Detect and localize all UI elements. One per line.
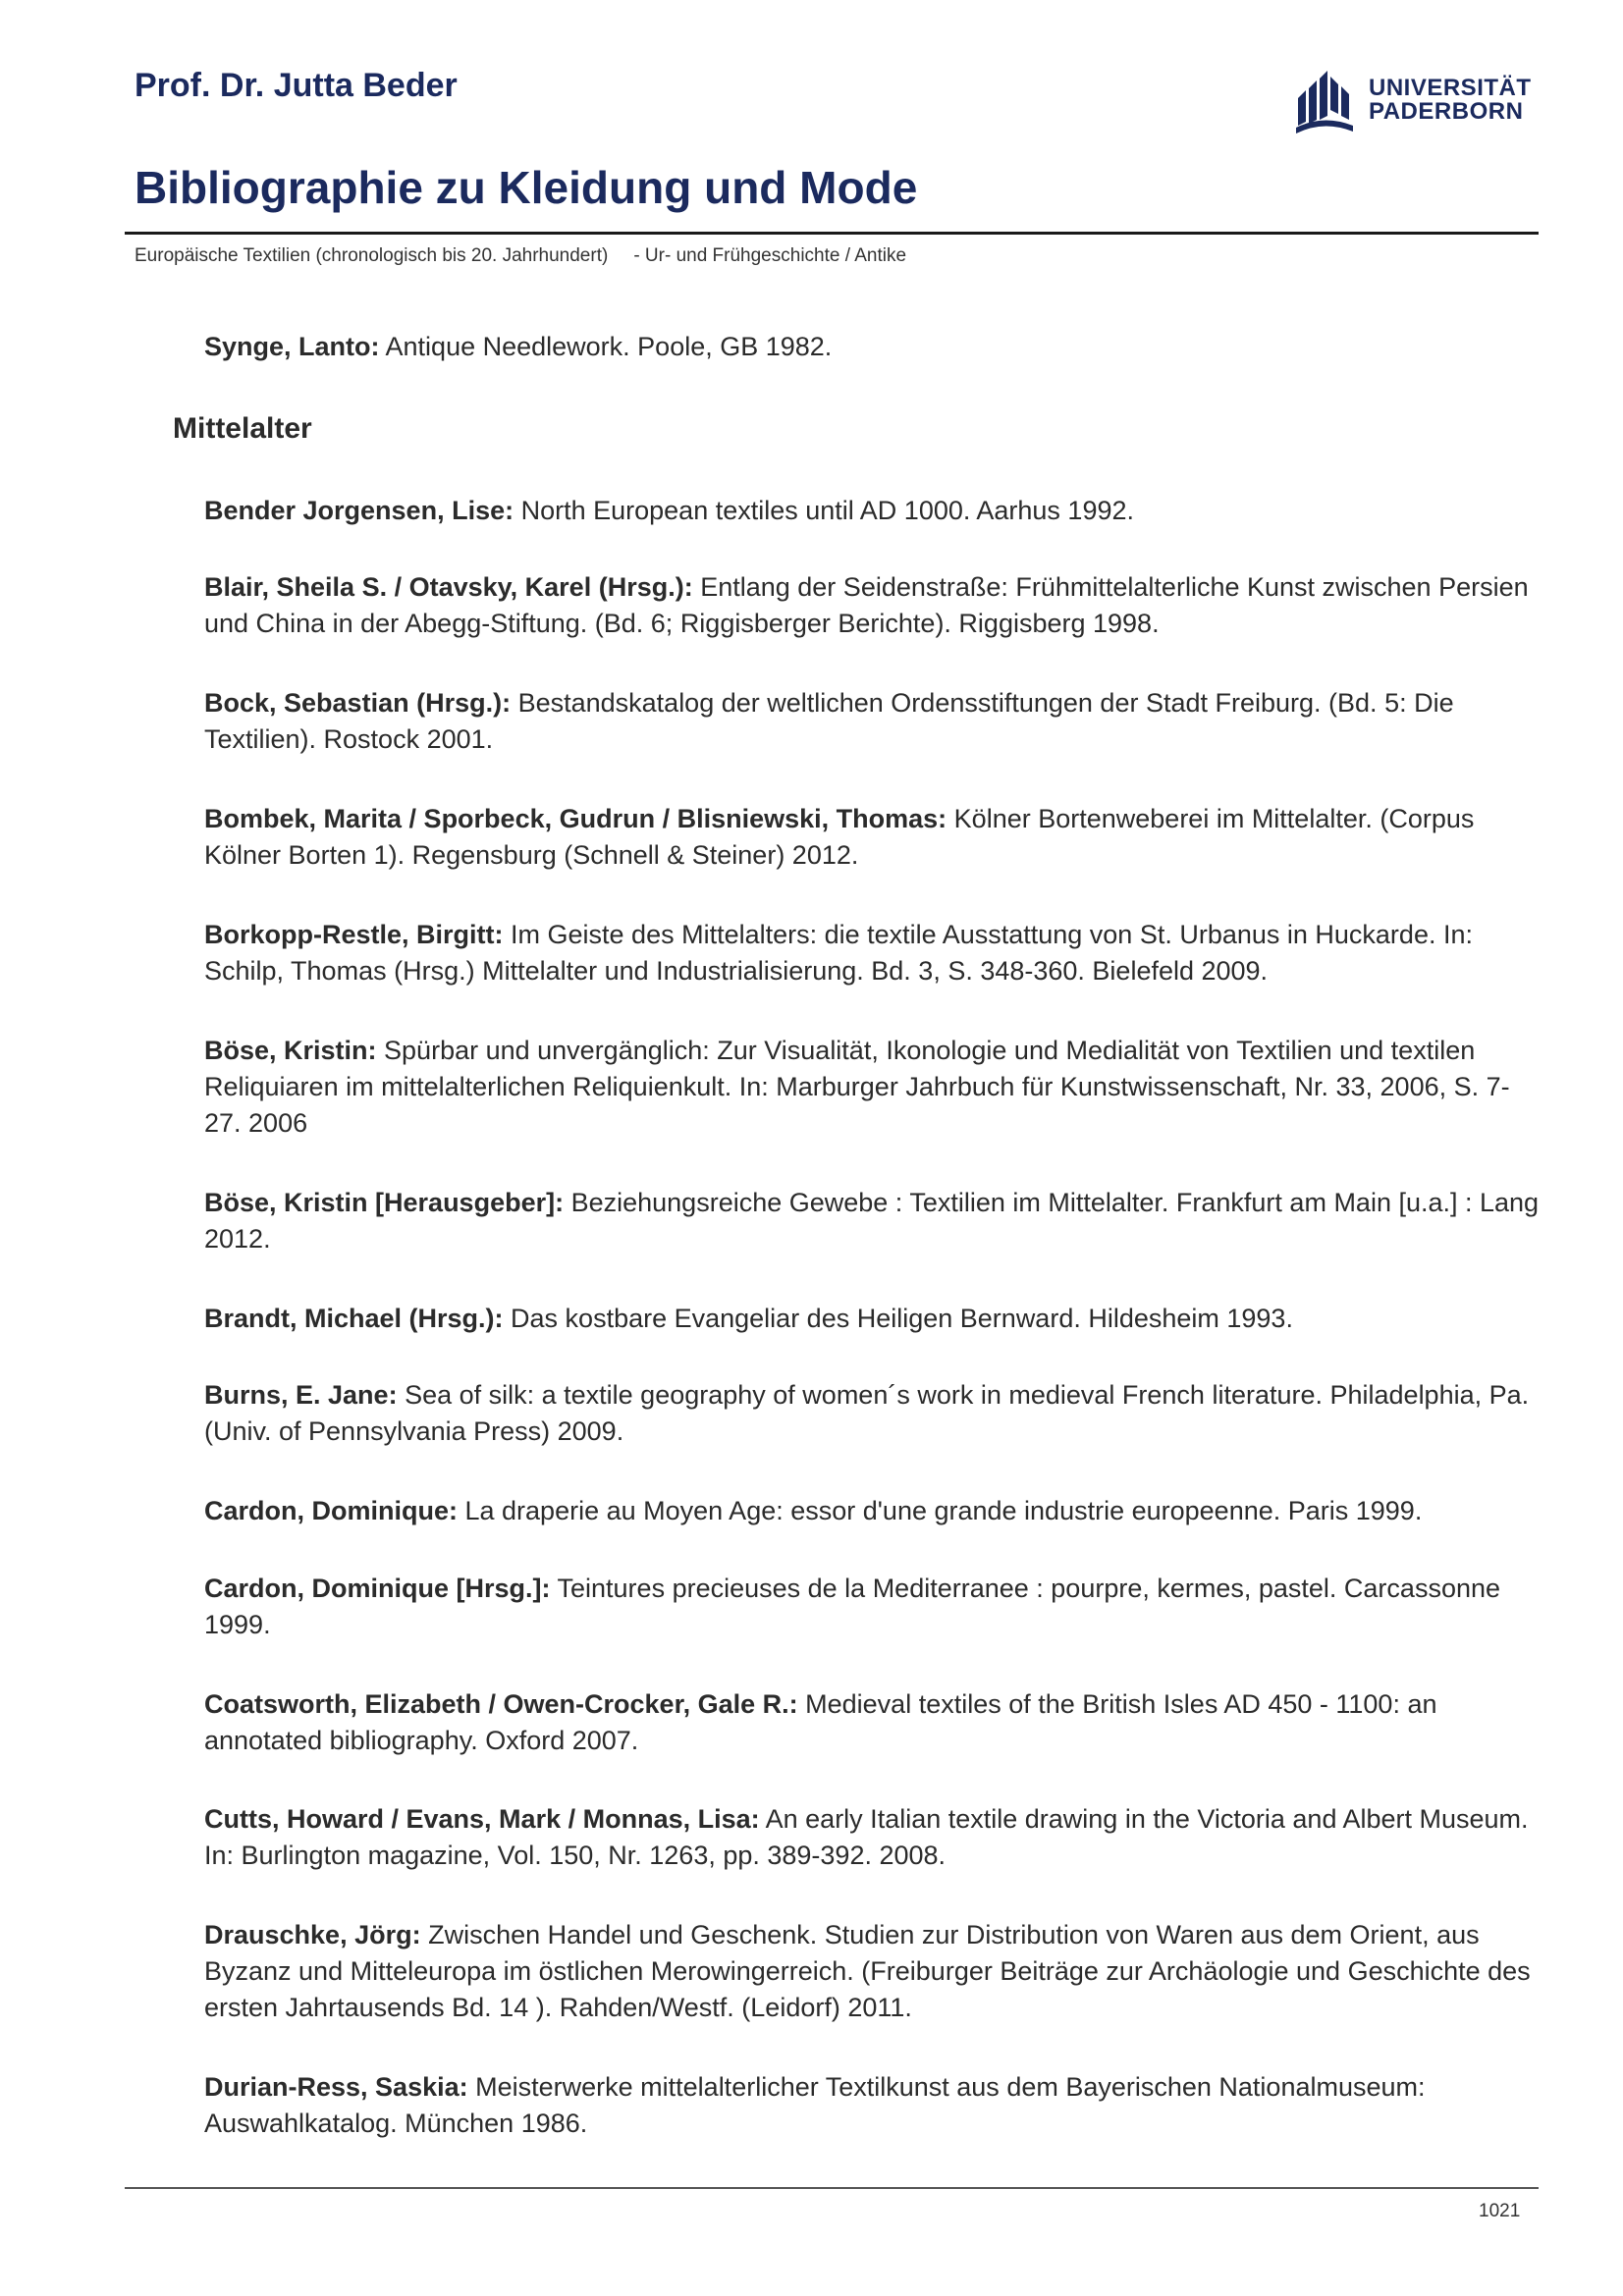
entry-text: Kölner Bortenweberei im Mittelalter. (Corpus Kölner Borten 1). Regensburg (Schnell & Steiner) 2012.	[204, 804, 1475, 870]
bibliography-entry	[204, 1686, 1540, 1759]
entry-text: Das kostbare Evangeliar des Heiligen Bernward. Hildesheim 1993.	[503, 1304, 1293, 1333]
header-divider	[125, 232, 1539, 235]
entry-text: Entlang der Seidenstraße: Frühmittelalterliche Kunst zwischen Persien und China in der Abegg-Stiftung. (Bd. 6; Riggisberger Berichte). Riggisberg 1998.	[204, 572, 1529, 638]
bibliography-entry	[204, 1917, 1540, 2026]
bibliography-entry	[204, 493, 1540, 529]
bibliography-entry	[204, 1377, 1540, 1450]
entry-text: Sea of silk: a textile geography of women´s work in medieval French literature. Philadelphia, Pa. (Univ. of Pennsylvania Press) 2009.	[204, 1380, 1530, 1446]
entry-author: Synge, Lanto:	[204, 332, 380, 361]
entry-author: Durian-Ress, Saskia:	[204, 2072, 468, 2102]
bibliography-entry	[204, 1033, 1540, 1142]
breadcrumb	[135, 245, 906, 267]
bibliography-entry	[204, 801, 1540, 874]
entry-text: Teintures precieuses de la Mediterranee : pourpre, kermes, pastel. Carcassonne 1999.	[204, 1574, 1501, 1639]
university-logo-icon	[1294, 51, 1363, 133]
bibliography-entry	[204, 329, 1540, 365]
entry-text: Antique Needlework. Poole, GB 1982.	[379, 332, 833, 361]
bibliography-entry	[204, 1571, 1540, 1643]
entry-author: Burns, E. Jane:	[204, 1380, 398, 1410]
entry-text: Meisterwerke mittelalterlicher Textilkunst aus dem Bayerischen Nationalmuseum: Auswahlkatalog. München 1986.	[204, 2072, 1426, 2138]
breadcrumb-category: Europäische Textilien (chronologisch bis 20. Jahrhundert)	[135, 245, 609, 266]
entry-text: North European textiles until AD 1000. Aarhus 1992.	[514, 496, 1134, 525]
entry-text: Medieval textiles of the British Isles AD 450 - 1100: an annotated bibliography. Oxford 2007.	[204, 1689, 1437, 1755]
entry-text: Spürbar und unvergänglich: Zur Visualität, Ikonologie und Medialität von Textilien und textilen Reliquiaren im mittelalterlichen Reliquienkult. In: Marburger Jahrbuch für Kunstwissenschaft, Nr. 33, 2006, S. 7-27. 2006	[204, 1036, 1510, 1138]
entry-author: Bender Jorgensen, Lise:	[204, 496, 514, 525]
entry-author: Bombek, Marita / Sporbeck, Gudrun / Blisniewski, Thomas:	[204, 804, 947, 833]
entry-text: Beziehungsreiche Gewebe : Textilien im Mittelalter. Frankfurt am Main [u.a.] : Lang 2012.	[204, 1188, 1540, 1254]
footer-divider	[125, 2187, 1539, 2189]
entry-text: Im Geiste des Mittelalters: die textile Ausstattung von St. Urbanus in Huckarde. In: Schilp, Thomas (Hrsg.) Mittelalter und Industrialisierung. Bd. 3, S. 348-360. Bielefeld 2009.	[204, 920, 1473, 986]
logo-line-1: UNIVERSITÄT	[1369, 75, 1532, 101]
section-heading: Mittelalter	[173, 412, 312, 445]
entry-author: Brandt, Michael (Hrsg.):	[204, 1304, 504, 1333]
entry-text: An early Italian textile drawing in the Victoria and Albert Museum. In: Burlington magazine, Vol. 150, Nr. 1263, pp. 389-392. 2008.	[204, 1804, 1529, 1870]
entry-author: Böse, Kristin:	[204, 1036, 377, 1065]
bibliography-entry	[204, 2069, 1540, 2142]
bibliography-entry	[204, 569, 1540, 642]
entry-author: Bock, Sebastian (Hrsg.):	[204, 688, 512, 718]
bibliography-entry	[204, 1301, 1540, 1337]
entry-author: Coatsworth, Elizabeth / Owen-Crocker, Gale R.:	[204, 1689, 798, 1719]
bibliography-entry	[204, 1801, 1540, 1874]
entry-author: Borkopp-Restle, Birgitt:	[204, 920, 504, 949]
university-logo-text	[1369, 77, 1532, 124]
page-number: 1021	[1479, 2201, 1521, 2221]
entry-author: Cutts, Howard / Evans, Mark / Monnas, Lisa:	[204, 1804, 760, 1834]
entry-text: Bestandskatalog der weltlichen Ordensstiftungen der Stadt Freiburg. (Bd. 5: Die Textilien). Rostock 2001.	[204, 688, 1454, 754]
logo-line-2: PADERBORN	[1369, 98, 1524, 125]
entry-author: Drauschke, Jörg:	[204, 1920, 421, 1949]
entry-text: Zwischen Handel und Geschenk. Studien zur Distribution von Waren aus dem Orient, aus Byzanz und Mitteleuropa im östlichen Merowingerreich. (Freiburger Beiträge zur Archäologie und Geschichte des ersten Jahrtausends Bd. 14 ). Rahden/Westf. (Leidorf) 2011.	[204, 1920, 1531, 2022]
entry-author: Blair, Sheila S. / Otavsky, Karel (Hrsg.):	[204, 572, 693, 602]
entry-author: Cardon, Dominique [Hrsg.]:	[204, 1574, 551, 1603]
author-name: Prof. Dr. Jutta Beder	[135, 67, 458, 104]
breadcrumb-subcategory: - Ur- und Frühgeschichte / Antike	[633, 245, 907, 266]
entry-author: Cardon, Dominique:	[204, 1496, 458, 1525]
bibliography-entry	[204, 1185, 1540, 1257]
entry-author: Böse, Kristin [Herausgeber]:	[204, 1188, 565, 1217]
bibliography-entry	[204, 1493, 1540, 1529]
bibliography-entry	[204, 917, 1540, 989]
entry-text: La draperie au Moyen Age: essor d'une grande industrie europeenne. Paris 1999.	[458, 1496, 1423, 1525]
bibliography-entry	[204, 685, 1540, 758]
page-title: Bibliographie zu Kleidung und Mode	[135, 162, 918, 213]
university-logo	[1294, 51, 1530, 133]
